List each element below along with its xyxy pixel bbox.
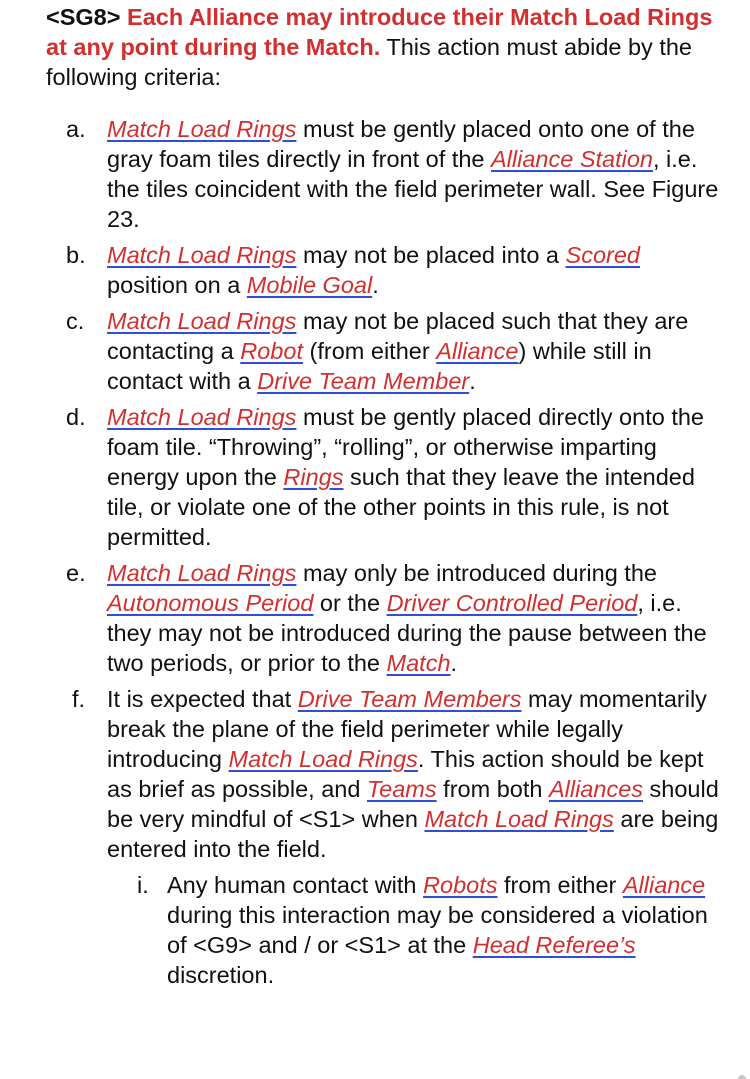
rule-text: may not be placed into a — [296, 242, 566, 268]
rule-text: must be gently placed directly onto the foam tile. “Throwing”, “rolling”, or otherwise imparting energy upon the — [107, 404, 704, 490]
sub-criteria-text — [167, 872, 708, 988]
rule-text: are being entered into the field. — [107, 806, 719, 862]
defined-term-link[interactable]: Match Load Rings — [107, 404, 297, 430]
defined-term-link[interactable]: Teams — [366, 776, 437, 802]
rule-text: during this interaction may be considered a violation of <G9> and / or <S1> at the — [167, 902, 708, 958]
rule-text: . This action should be kept as brief as possible, and — [107, 746, 704, 802]
rule-text: from both — [436, 776, 549, 802]
rule-text: such that they leave the intended tile, or violate one of the other points in this rule, is not permitted. — [107, 464, 695, 550]
rule-text: discretion. — [167, 962, 275, 988]
defined-term-link[interactable]: Scored — [565, 242, 641, 268]
defined-term-link[interactable]: Alliance Station — [491, 146, 653, 172]
list-marker: b. — [66, 242, 86, 268]
defined-term-link[interactable]: Alliance — [622, 872, 706, 898]
rule-text: may not be placed such that they are contacting a — [107, 308, 689, 364]
rule-heading — [46, 0, 726, 92]
defined-term-link[interactable]: Head Referee’s — [472, 932, 636, 958]
sub-criteria-list — [107, 870, 726, 990]
rule-text: It is expected that — [107, 686, 298, 712]
criteria-item — [46, 240, 726, 300]
rule-text: must be gently placed onto one of the gray foam tiles directly in front of the — [107, 116, 695, 172]
criteria-item — [46, 114, 726, 234]
rule-text: . — [469, 368, 476, 394]
defined-term-link[interactable]: Match Load Rings — [107, 242, 297, 268]
rule-intro: This action must abide by the following criteria: — [46, 34, 693, 90]
rule-text: should be very mindful of <S1> when — [107, 776, 719, 832]
rule-document — [46, 0, 726, 990]
rule-text: , i.e. they may not be introduced during the pause between the two periods, or prior to the — [107, 590, 707, 676]
defined-term-link[interactable]: Robot — [240, 338, 303, 364]
rule-text: Any human contact with — [167, 872, 424, 898]
defined-term-link[interactable]: Drive Team Member — [257, 368, 470, 394]
defined-term-link[interactable]: Alliance — [436, 338, 519, 364]
criteria-text — [107, 686, 719, 862]
criteria-text — [107, 116, 718, 232]
defined-term-link[interactable]: Match — [386, 650, 451, 676]
defined-term-link[interactable]: Autonomous Period — [107, 590, 314, 616]
defined-term-link[interactable]: Driver Controlled Period — [386, 590, 638, 616]
criteria-text — [107, 560, 707, 676]
list-marker: e. — [66, 560, 86, 586]
rule-text: , i.e. the tiles coincident with the field perimeter wall. See Figure 23. — [107, 146, 719, 232]
defined-term-link[interactable]: Match Load Rings — [424, 806, 614, 832]
criteria-item — [46, 558, 726, 678]
list-marker: i. — [137, 872, 149, 898]
list-marker: d. — [66, 404, 86, 430]
criteria-item — [46, 306, 726, 396]
defined-term-link[interactable]: Mobile Goal — [246, 272, 373, 298]
criteria-item — [46, 684, 726, 990]
defined-term-link[interactable]: Match Load Rings — [228, 746, 418, 772]
rule-text: may momentarily break the plane of the field perimeter while legally introducing — [107, 686, 707, 772]
rule-text: may only be introduced during the — [296, 560, 657, 586]
scroll-indicator — [738, 1075, 746, 1079]
defined-term-link[interactable]: Match Load Rings — [107, 308, 297, 334]
list-marker: c. — [66, 308, 85, 334]
criteria-list — [46, 114, 726, 990]
list-marker: a. — [66, 116, 86, 142]
rule-id: <SG8> — [46, 4, 121, 30]
defined-term-link[interactable]: Match Load Rings — [107, 560, 297, 586]
defined-term-link[interactable]: Robots — [423, 872, 498, 898]
rule-title: Each Alliance may introduce their Match Load Rings at any point during the Match. — [46, 4, 713, 60]
rule-text: . — [450, 650, 458, 676]
defined-term-link[interactable]: Drive Team Members — [297, 686, 522, 712]
criteria-text — [107, 308, 688, 394]
criteria-text — [107, 404, 704, 550]
defined-term-link[interactable]: Alliances — [548, 776, 644, 802]
rule-text: ) while still in contact with a — [107, 338, 652, 394]
rule-text: or the — [313, 590, 387, 616]
rule-text: (from either — [302, 338, 437, 364]
list-marker: f. — [72, 686, 86, 712]
rule-text: from either — [497, 872, 623, 898]
sub-criteria-item — [107, 870, 726, 990]
defined-term-link[interactable]: Rings — [283, 464, 344, 490]
criteria-text — [107, 242, 640, 298]
defined-term-link[interactable]: Match Load Rings — [107, 116, 297, 142]
criteria-item — [46, 402, 726, 552]
rule-text: . — [372, 272, 379, 298]
rule-text: position on a — [107, 272, 247, 298]
